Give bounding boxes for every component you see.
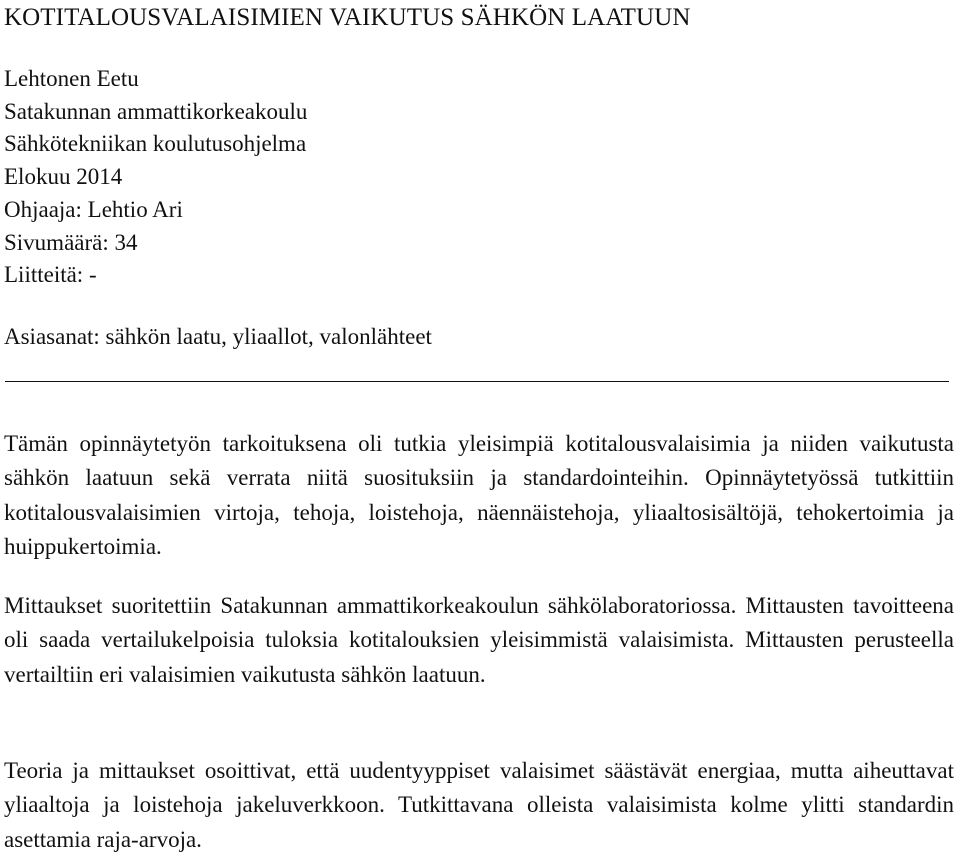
supervisor: Ohjaaja: Lehtio Ari xyxy=(4,196,183,222)
attachments: Liitteitä: - xyxy=(4,262,97,288)
divider-line xyxy=(5,381,949,382)
metadata-block xyxy=(4,63,307,292)
abstract-paragraph-3: Teoria ja mittaukset osoittivat, että uudentyyppiset valaisimet säästävät energiaa, mutta aiheuttavat yliaaltoja ja loistehoja jakeluverkkoon. Tutkittavana olleista valaisimista kolme ylitti standardin asettamia raja-arvoja. xyxy=(4,758,954,852)
degree-program: Sähkötekniikan koulutusohjelma xyxy=(4,131,307,157)
author: Lehtonen Eetu xyxy=(4,66,139,91)
page-count: Sivumäärä: 34 xyxy=(4,229,138,255)
keywords: Asiasanat: sähkön laatu, yliaallot, valonlähteet xyxy=(4,324,432,349)
abstract-paragraph-2: Mittaukset suoritettiin Satakunnan ammattikorkeakoulun sähkölaboratoriossa. Mittausten tavoitteena oli saada vertailukelpoisia tuloksia kotitalouksien yleisimmistä valaisimista. Mittausten perusteella vertailtiin eri valaisimien vaikutusta sähkön laatuun. xyxy=(4,593,954,687)
abstract-paragraph-1: Tämän opinnäytetyön tarkoituksena oli tutkia yleisimpiä kotitalousvalaisimia ja niiden vaikutusta sähkön laatuun sekä verrata niitä suosituksiin ja standardointeihin. Opinnäytetyössä tutkittiin kotitalousvalaisimien virtoja, tehoja, loistehoja, näennäistehoja, yliaaltosisältöjä, tehokertoimia ja huippukertoimia. xyxy=(4,431,954,559)
institution: Satakunnan ammattikorkeakoulu xyxy=(4,98,308,124)
document-title: KOTITALOUSVALAISIMIEN VAIKUTUS SÄHKÖN LAATUUN xyxy=(4,4,691,31)
date: Elokuu 2014 xyxy=(4,164,123,190)
